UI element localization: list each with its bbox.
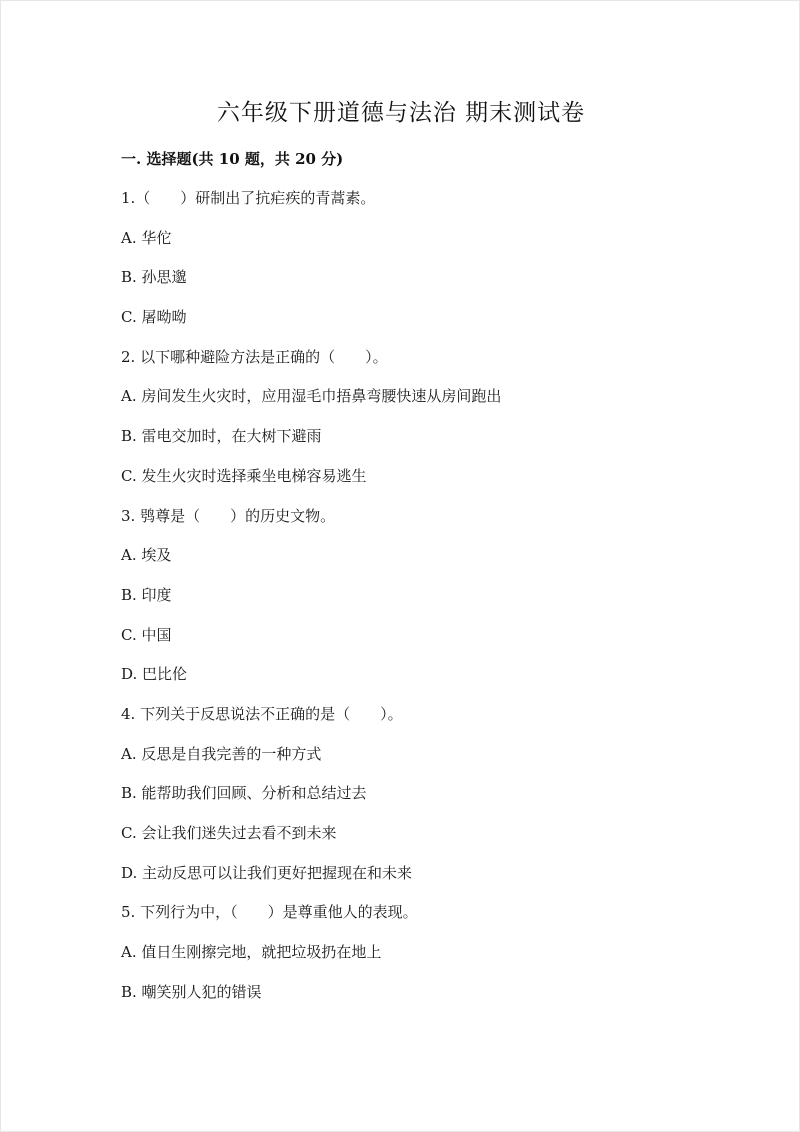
section-heading: 一. 选择题(共 10 题，共 20 分) (121, 150, 344, 168)
option-line: D. 主动反思可以让我们更好把握现在和未来 (121, 863, 413, 882)
option-line: A. 反思是自我完善的一种方式 (121, 744, 322, 763)
question-line: 2. 以下哪种避险方法是正确的（ ）。 (121, 347, 388, 366)
option-line: B. 印度 (121, 585, 172, 604)
option-line: C. 会让我们迷失过去看不到未来 (121, 824, 337, 842)
option-line: C. 屠呦呦 (121, 308, 187, 327)
option-line: C. 发生火灾时选择乘坐电梯容易逃生 (121, 466, 367, 485)
option-line: A. 华佗 (121, 228, 172, 247)
option-line: A. 埃及 (121, 546, 172, 565)
page-title: 六年级下册道德与法治 期末测试卷 (216, 100, 586, 126)
option-line: B. 能帮助我们回顾、分析和总结过去 (121, 784, 367, 803)
option-line: B. 雷电交加时，在大树下避雨 (121, 427, 322, 446)
question-line: 3. 鸮尊是（ ）的历史文物。 (121, 506, 336, 525)
option-line: C. 中国 (121, 625, 172, 644)
option-line: D. 巴比伦 (121, 665, 188, 684)
option-line: B. 孙思邈 (121, 268, 187, 287)
question-line: 1.（ ）研制出了抗疟疾的青蒿素。 (121, 189, 376, 207)
option-line: B. 嘲笑别人犯的错误 (121, 982, 262, 1001)
option-line: A. 值日生刚擦完地，就把垃圾扔在地上 (121, 943, 382, 962)
question-line: 4. 下列关于反思说法不正确的是（ ）。 (121, 704, 403, 723)
question-list (121, 187, 721, 1020)
option-line: A. 房间发生火灾时，应用湿毛巾捂鼻弯腰快速从房间跑出 (121, 387, 502, 406)
question-line: 5. 下列行为中，（ ）是尊重他人的表现。 (121, 903, 418, 922)
